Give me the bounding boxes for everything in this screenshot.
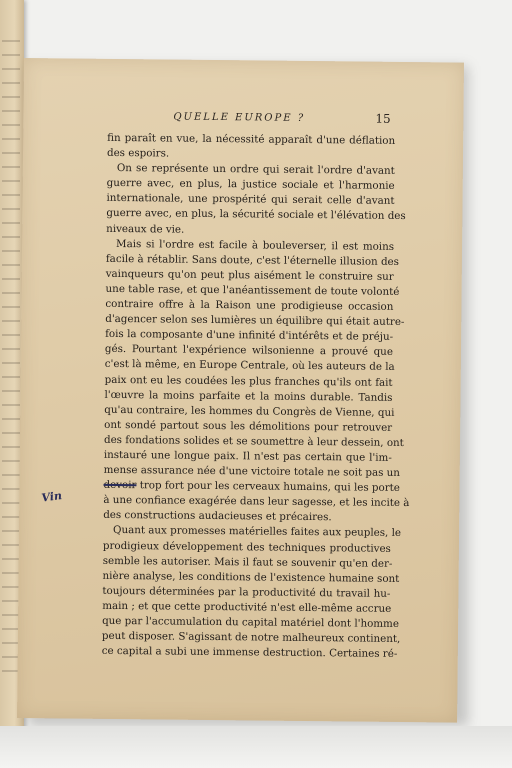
text-line: nière analyse, les conditions de l'existence humaine sont: [102, 569, 400, 585]
text-line: fois la composante d'une infinité d'intérêts et de préju-: [105, 328, 394, 344]
text-line: internationale, une prospérité qui serait celle d'avant: [106, 192, 395, 208]
text-line: d'agencer selon ses lumières un équilibre qui était autre-: [105, 312, 405, 329]
text-line: niveaux de vie.: [106, 222, 185, 236]
crossed-out-word: devoir: [103, 479, 137, 492]
text-line: contraire offre à la Raison une prodigieuse occasion: [105, 297, 394, 313]
text-line: des fondations solides et se soumettre à leur dessein, ont: [103, 433, 404, 449]
text-line: mense assurance née d'une victoire totale ne soit pas un: [103, 463, 401, 480]
text-line: qu'au contraire, les hommes du Congrès de Vienne, qui: [104, 403, 395, 419]
text-line: prodigieux développement des techniques productives: [102, 539, 391, 555]
text-line: Quant aux promesses matérielles faites aux peuples, le: [112, 524, 402, 540]
text-line: ont sondé partout sous les démolitions pour retrouver: [104, 418, 393, 434]
text-line: à une confiance exagérée dans leur sagesse, et les incite à: [103, 494, 410, 510]
text-line: des constructions audacieuses et précaires.: [103, 509, 332, 524]
text-line: c'est là même, en Europe Centrale, où les auteurs de la: [104, 358, 395, 374]
text-line: l'œuvre la moins parfaite et la moins durable. Tandis: [104, 388, 393, 404]
text-line: des espoirs.: [106, 146, 170, 160]
text-line: une table rase, et que l'anéantissement de toute volonté: [105, 282, 400, 298]
text-line: devoir trop fort pour les cerveaux humains, qui les porte: [103, 479, 400, 495]
text-line: ce capital a subi une immense destruction. Certaines ré-: [101, 645, 398, 661]
text-line: guerre avec, en plus, la sécurité sociale et l'élévation des: [106, 207, 406, 223]
text-line: instauré une longue paix. Il n'est pas certain que l'im-: [103, 448, 392, 464]
text-line: On se représente un ordre qui serait l'ordre d'avant: [116, 162, 395, 178]
text-line: que par l'accumulation du capital matériel dont l'homme: [102, 614, 400, 630]
text-line: guerre avec, en plus, la justice sociale et l'harmonie: [106, 177, 395, 193]
text-line: toujours déterminées par la productivité du travail hu-: [102, 584, 391, 600]
text-line: semble les autoriser. Mais il faut se souvenir qu'en der-: [102, 554, 393, 570]
text-line: facile à rétablir. Sans doute, c'est l'éternelle illusion des: [105, 252, 400, 268]
text-line: fin paraît en vue, la nécessité apparaît d'une déflation: [107, 131, 396, 147]
page-number: 15: [375, 111, 391, 126]
running-head: QUELLE EUROPE ?: [173, 111, 306, 124]
handwritten-margin-note: Vin: [40, 489, 63, 505]
book-page: [17, 58, 464, 723]
text-line: paix ont eu les coudées les plus franches qu'ils ont fait: [104, 373, 393, 389]
text-line: Mais si l'ordre est facile à bouleverser, il est moins: [115, 237, 395, 253]
body-text: [101, 131, 410, 662]
text-line: vainqueurs qu'on peut plus aisément le construire sur: [105, 267, 394, 283]
previous-page-text-fragment: [2, 40, 20, 680]
background-surface: [0, 726, 512, 768]
text-line: peut disposer. S'agissant de notre malheureux continent,: [101, 629, 401, 646]
text-line: gés. Pourtant l'expérience wilsonienne a prouvé que: [104, 343, 394, 359]
text-line: main ; et que cette productivité n'est elle-même accrue: [102, 599, 392, 615]
